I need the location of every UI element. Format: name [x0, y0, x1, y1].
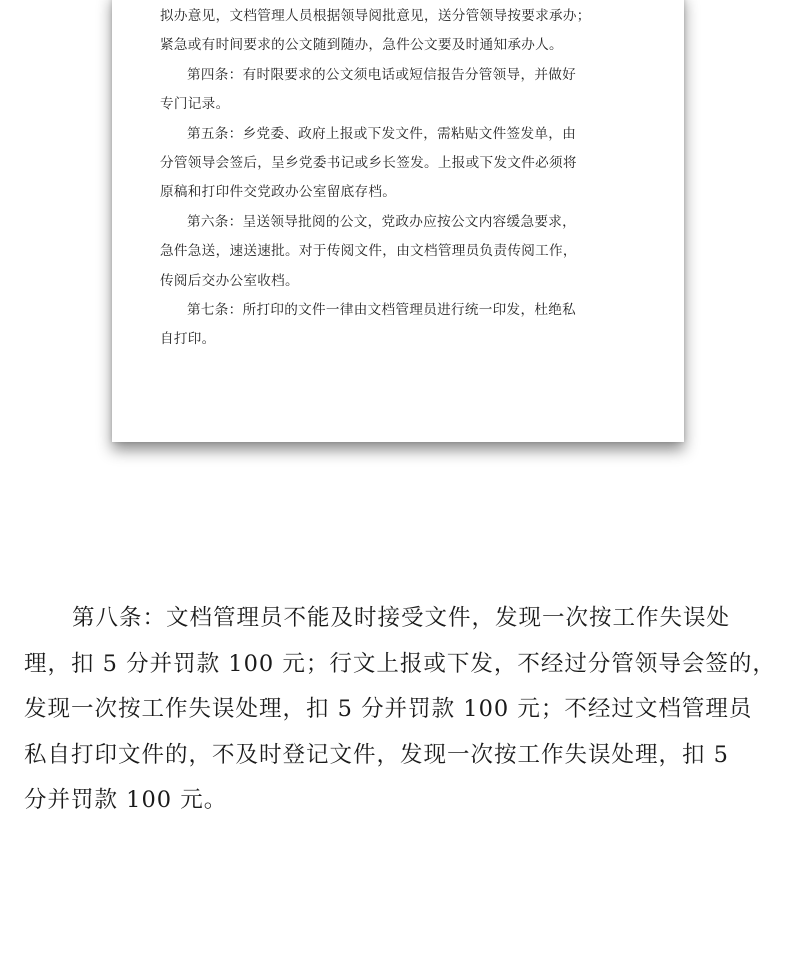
page-line: 急件急送，速送速批。对于传阅文件，由文档管理员负责传阅工作， [160, 243, 577, 260]
page-body-text [160, 2, 638, 355]
page-line: 分管领导会签后，呈乡党委书记或乡长签发。上报或下发文件必须将 [160, 155, 577, 172]
article-8-line: 发现一次按工作失误处理，扣 5 分并罚款 100 元；不经过文档管理员 [24, 696, 753, 723]
article-4-line: 第四条：有时限要求的公文须电话或短信报告分管领导，并做好 [187, 66, 577, 83]
article-8-line: 分并罚款 100 元。 [24, 787, 228, 814]
page-line: 自打印。 [160, 331, 216, 348]
article-8-line: 私自打印文件的，不及时登记文件，发现一次按工作失误处理，扣 5 [24, 741, 729, 768]
page-line: 紧急或有时间要求的公文随到随办，急件公文要及时通知承办人。 [160, 37, 563, 54]
article-5-line: 第五条：乡党委、政府上报或下发文件，需粘贴文件签发单，由 [187, 125, 577, 142]
article-6-line: 第六条：呈送领导批阅的公文，党政办应按公文内容缓急要求， [187, 213, 577, 230]
page-line: 拟办意见，文档管理人员根据领导阅批意见，送分管领导按要求承办； [160, 8, 591, 24]
document-page-preview [112, 0, 684, 442]
page-line: 专门记录。 [160, 96, 230, 113]
article-8-paragraph [24, 596, 784, 824]
article-8-line: 第八条：文档管理员不能及时接受文件，发现一次按工作失误处 [72, 605, 731, 631]
article-8-line: 理，扣 5 分并罚款 100 元；行文上报或下发，不经过分管领导会签的， [24, 650, 776, 677]
article-7-line: 第七条：所打印的文件一律由文档管理员进行统一印发，杜绝私 [187, 302, 577, 319]
page-line: 传阅后交办公室收档。 [160, 272, 299, 289]
page-line: 原稿和打印件交党政办公室留底存档。 [160, 184, 397, 201]
